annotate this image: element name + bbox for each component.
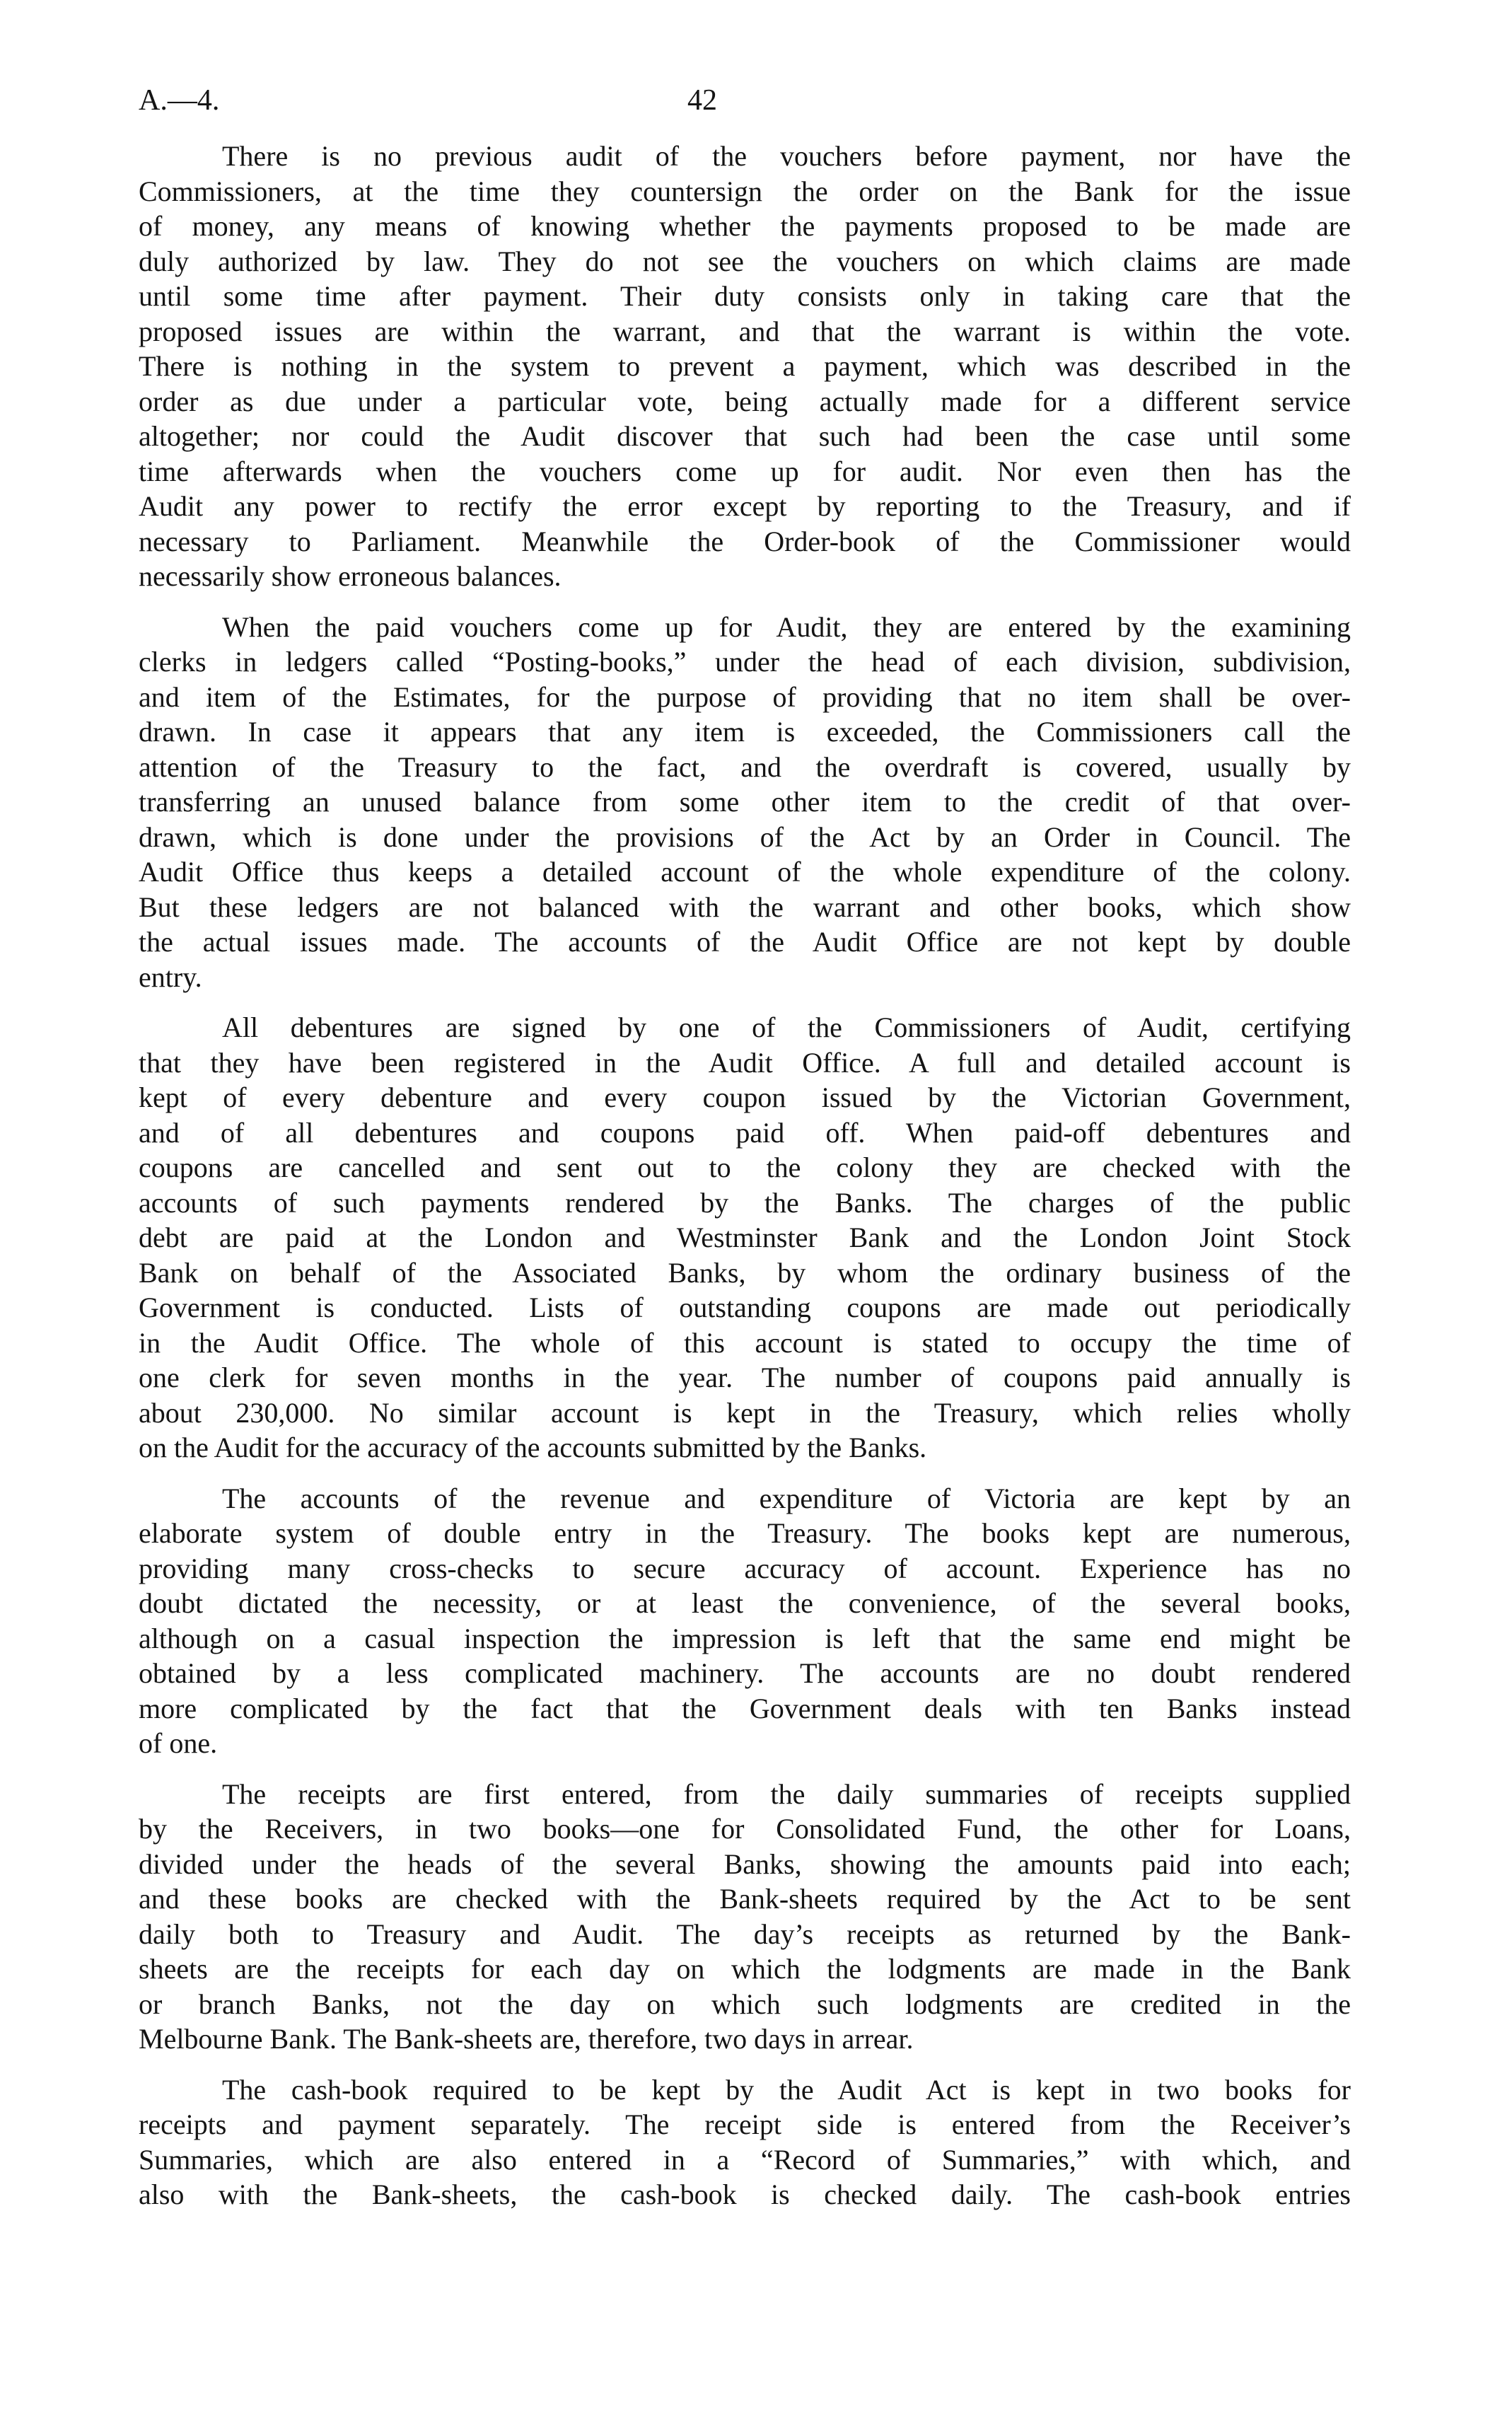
text-line: more complicated by the fact that the Government deals with ten Banks instead	[139, 1692, 1351, 1724]
text-line: Bank on behalf of the Associated Banks, by whom the ordinary business of the	[139, 1256, 1351, 1289]
paragraph	[139, 139, 1351, 594]
text-line: and item of the Estimates, for the purpose of providing that no item shall be over-	[139, 680, 1351, 713]
text-line: entry.	[139, 961, 202, 993]
text-line: necessarily show erroneous balances.	[139, 560, 562, 592]
page-number: 42	[687, 84, 717, 117]
paragraph	[139, 2072, 1351, 2212]
text-line: attention of the Treasury to the fact, and the overdraft is covered, usually by	[139, 750, 1351, 783]
text-line: duly authorized by law. They do not see the vouchers on which claims are made	[139, 245, 1351, 277]
text-line: transferring an unused balance from some other item to the credit of that over-	[139, 786, 1351, 818]
text-line: Audit Office thus keeps a detailed account of the whole expenditure of the colony.	[139, 856, 1351, 888]
document-body	[139, 139, 1351, 2228]
document-reference: A.—4.	[139, 84, 220, 117]
text-line: providing many cross-checks to secure accuracy of account. Experience has no	[139, 1552, 1351, 1584]
paragraph	[139, 1777, 1351, 2057]
text-line: doubt dictated the necessity, or at least the convenience, of the several books,	[139, 1587, 1351, 1619]
text-line: Commissioners, at the time they countersign the order on the Bank for the issue	[139, 175, 1351, 207]
text-line: that they have been registered in the Audit Office. A full and detailed account is	[139, 1046, 1351, 1079]
paragraph	[139, 610, 1351, 995]
text-line: by the Receivers, in two books—one for Consolidated Fund, the other for Loans,	[139, 1813, 1351, 1845]
text-line: or branch Banks, not the day on which such lodgments are credited in the	[139, 1988, 1351, 2020]
text-line: of money, any means of knowing whether the payments proposed to be made are	[139, 210, 1351, 242]
text-line: Government is conducted. Lists of outstanding coupons are made out periodically	[139, 1292, 1351, 1323]
text-line: elaborate system of double entry in the Treasury. The books kept are numerous,	[139, 1517, 1351, 1549]
text-line: But these ledgers are not balanced with the warrant and other books, which show	[139, 890, 1351, 923]
text-line: All debentures are signed by one of the Commissioners of Audit, certifying	[222, 1011, 1351, 1043]
text-line: There is nothing in the system to prevent a payment, which was described in the	[139, 350, 1351, 382]
text-line: Summaries, which are also entered in a “Record of Summaries,” with which, and	[139, 2143, 1351, 2176]
text-line: The accounts of the revenue and expenditure of Victoria are kept by an	[222, 1482, 1351, 1514]
text-line: divided under the heads of the several Banks, showing the amounts paid into each;	[139, 1847, 1351, 1880]
text-line: The receipts are first entered, from the daily summaries of receipts supplied	[222, 1777, 1351, 1810]
text-line: sheets are the receipts for each day on which the lodgments are made in the Bank	[139, 1953, 1351, 1985]
text-line: altogether; nor could the Audit discover that such had been the case until some	[139, 420, 1351, 452]
text-line: and these books are checked with the Bank-sheets required by the Act to be sent	[139, 1883, 1351, 1915]
text-line: about 230,000. No similar account is kept in the Treasury, which relies wholly	[139, 1396, 1351, 1429]
text-line: in the Audit Office. The whole of this account is stated to occupy the time of	[139, 1326, 1351, 1359]
paragraph	[139, 1010, 1351, 1466]
text-line: drawn, which is done under the provisions of the Act by an Order in Council. The	[139, 820, 1351, 853]
text-line: although on a casual inspection the impression is left that the same end might be	[139, 1622, 1351, 1654]
text-line: There is no previous audit of the vouchers before payment, nor have the	[222, 140, 1351, 172]
text-line: also with the Bank-sheets, the cash-book is checked daily. The cash-book entries	[139, 2178, 1351, 2210]
text-line: on the Audit for the accuracy of the accounts submitted by the Banks.	[139, 1432, 927, 1463]
text-line: proposed issues are within the warrant, and that the warrant is within the vote.	[139, 315, 1351, 347]
text-line: Audit any power to rectify the error except by reporting to the Treasury, and if	[139, 490, 1351, 522]
text-line: debt are paid at the London and Westminster Bank and the London Joint Stock	[139, 1221, 1351, 1253]
text-line: and of all debentures and coupons paid off. When paid-off debentures and	[139, 1116, 1351, 1149]
text-line: necessary to Parliament. Meanwhile the Order-book of the Commissioner would	[139, 525, 1351, 557]
text-line: The cash-book required to be kept by the Audit Act is kept in two books for	[222, 2073, 1351, 2106]
text-line: coupons are cancelled and sent out to the colony they are checked with the	[139, 1151, 1351, 1183]
text-line: When the paid vouchers come up for Audit, they are entered by the examining	[222, 610, 1351, 643]
text-line: of one.	[139, 1727, 218, 1759]
paragraph	[139, 1481, 1351, 1761]
text-line: accounts of such payments rendered by the Banks. The charges of the public	[139, 1186, 1351, 1219]
text-line: clerks in ledgers called “Posting-books,” under the head of each division, subdivision,	[139, 646, 1351, 678]
text-line: obtained by a less complicated machinery. The accounts are no doubt rendered	[139, 1657, 1351, 1689]
text-line: the actual issues made. The accounts of the Audit Office are not kept by double	[139, 926, 1351, 958]
text-line: time afterwards when the vouchers come up for audit. Nor even then has the	[139, 455, 1351, 487]
text-line: receipts and payment separately. The receipt side is entered from the Receiver’s	[139, 2108, 1351, 2140]
text-line: one clerk for seven months in the year. The number of coupons paid annually is	[139, 1362, 1351, 1393]
text-line: kept of every debenture and every coupon issued by the Victorian Government,	[139, 1081, 1351, 1113]
text-line: daily both to Treasury and Audit. The day’s receipts as returned by the Bank-	[139, 1917, 1351, 1950]
text-line: until some time after payment. Their duty consists only in taking care that the	[139, 280, 1351, 312]
text-line: Melbourne Bank. The Bank-sheets are, therefore, two days in arrear.	[139, 2023, 914, 2055]
text-line: order as due under a particular vote, being actually made for a different service	[139, 385, 1351, 417]
text-line: drawn. In case it appears that any item is exceeded, the Commissioners call the	[139, 716, 1351, 748]
